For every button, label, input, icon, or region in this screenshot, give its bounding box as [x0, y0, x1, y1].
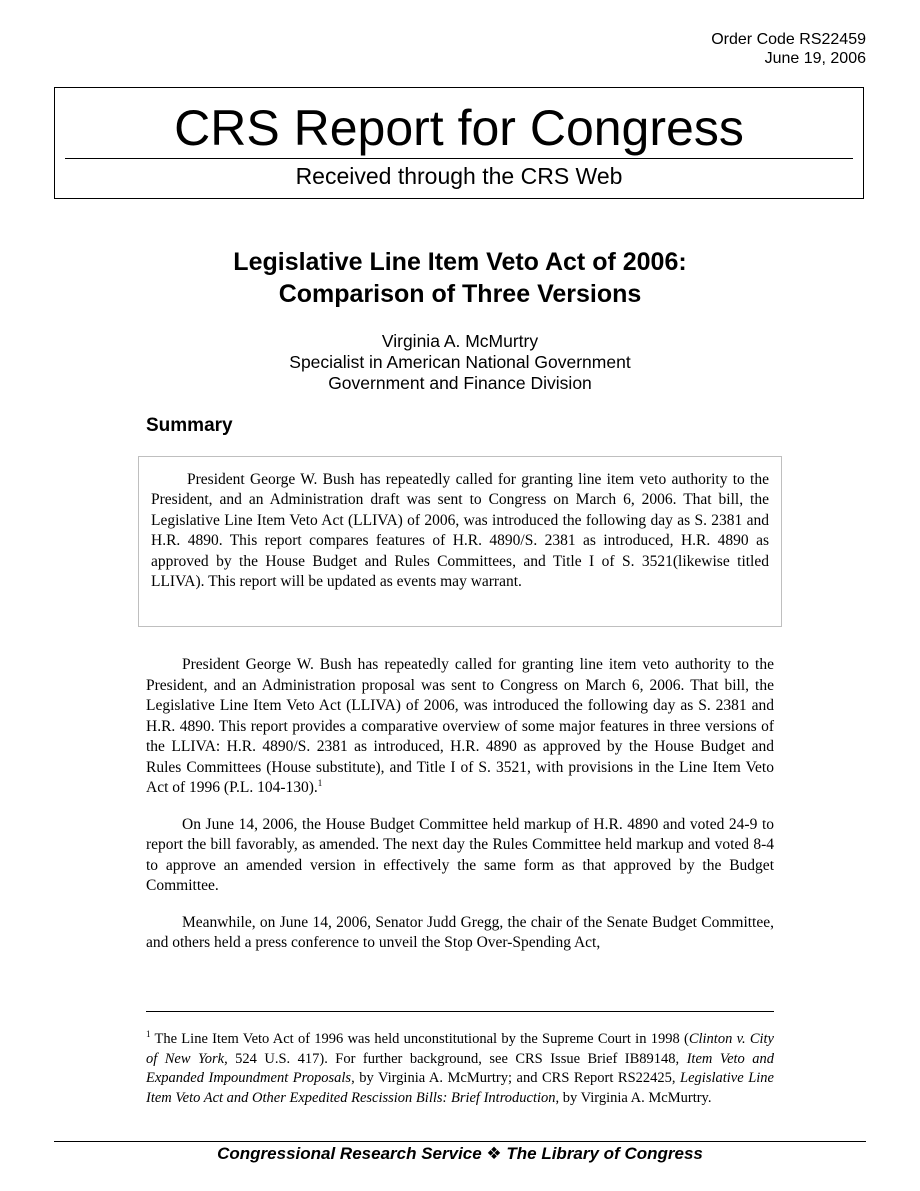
order-code: Order Code RS22459	[711, 31, 866, 48]
summary-heading: Summary	[146, 415, 233, 436]
report-title-line2: Comparison of Three Versions	[278, 280, 642, 308]
banner-title: CRS Report for Congress	[174, 100, 744, 156]
crs-banner	[54, 87, 864, 199]
author-title: Specialist in American National Government	[289, 352, 631, 372]
banner-subtitle: Received through the CRS Web	[295, 163, 623, 189]
author-name: Virginia A. McMurtry	[381, 331, 539, 351]
footnote-brief-title: Item Veto and Expanded Impoundment Proposals	[146, 1050, 775, 1087]
banner-divider	[65, 158, 853, 159]
author-division: Government and Finance Division	[328, 373, 592, 393]
author-block	[0, 331, 920, 394]
order-code-block	[711, 30, 866, 68]
footnote-reference[interactable]: 1	[317, 778, 323, 788]
footnote-marker: 1	[146, 1029, 151, 1039]
body-paragraph-1	[146, 655, 774, 799]
body-paragraph-2: On June 14, 2006, the House Budget Committee held markup of H.R. 4890 and voted 24-9 to report the bill favorably, as amended. The next day the Rules Committee held markup and voted 8-4 to approve an amended version in effectively the same form as that approved by the Budget Committee.	[146, 815, 774, 894]
footnote	[146, 1030, 774, 1108]
report-title	[0, 246, 920, 310]
body-text	[146, 655, 774, 970]
footnote-case-name: Clinton v. City of New York	[146, 1031, 774, 1067]
page-footer: Congressional Research Service ❖ The Library of Congress	[217, 1144, 703, 1163]
footnote-text: The Line Item Veto Act of 1996 was held unconstitutional by the Supreme Court in 1998 (	[150, 1031, 689, 1047]
footer-divider	[54, 1141, 866, 1142]
report-title-line1: Legislative Line Item Veto Act of 2006:	[233, 248, 687, 276]
footnote-text: , 524 U.S. 417). For further background, see CRS Issue Brief IB89148,	[224, 1050, 687, 1067]
report-date: June 19, 2006	[764, 50, 866, 67]
footnote-divider	[146, 1011, 774, 1012]
summary-text: President George W. Bush has repeatedly called for granting line item veto authority to the President, and an Administration draft was sent to Congress on March 6, 2006. That bill, the Legislative Line Item Veto Act (LLIVA) of 2006, was introduced the following day as S. 2381 and H.R. 4890. This report compares features of H.R. 4890/S. 2381 as introduced, H.R. 4890 as approved by the House Budget and Rules Committees, and Title I of S. 3521(likewise titled LLIVA). This report will be updated as events may warrant.	[151, 471, 769, 591]
footnote-report-title: Legislative Line Item Veto Act and Other Expedited Rescission Bills: Brief Introduction	[146, 1070, 774, 1106]
summary-box	[138, 456, 782, 627]
body-paragraph-1-text: President George W. Bush has repeatedly called for granting line item veto authority to the President, and an Administration proposal was sent to Congress on March 6, 2006. That bill, the Legislative Line Item Veto Act (LLIVA) of 2006, was introduced the following day as S. 2381 and H.R. 4890. This report provides a comparative overview of some major features in three versions of the LLIVA: H.R. 4890/S. 2381 as introduced, H.R. 4890 as approved by the House Budget and Rules Committees (House substitute), and Title I of S. 3521, with provisions in the Line Item Veto Act of 1996 (P.L. 104-130).	[146, 656, 774, 796]
footnote-text: , by Virginia A. McMurtry.	[555, 1089, 712, 1106]
footnote-text: , by Virginia A. McMurtry; and CRS Report RS22425,	[351, 1070, 681, 1087]
body-paragraph-3: Meanwhile, on June 14, 2006, Senator Judd Gregg, the chair of the Senate Budget Committee, and others held a press conference to unveil the Stop Over-Spending Act,	[146, 913, 774, 951]
